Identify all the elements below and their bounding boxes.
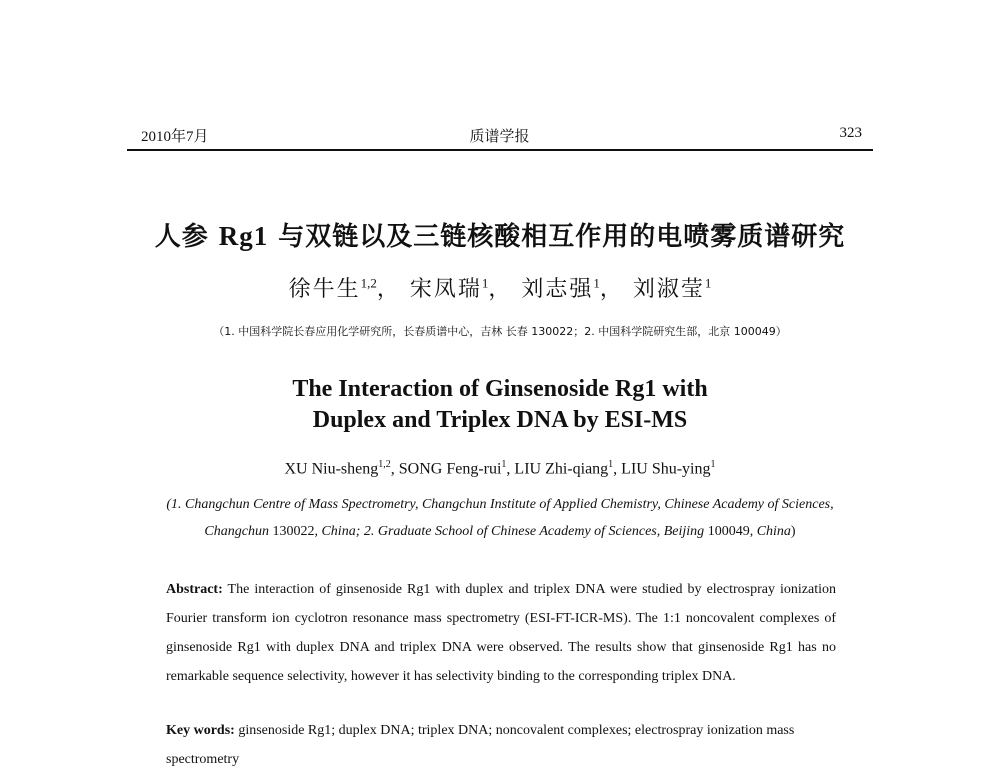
author-cn-affil: 1 [593, 275, 600, 291]
affil-postcode: 130022, [268, 524, 322, 539]
abstract [166, 575, 836, 691]
affil-part: China; 2. Graduate School of Chinese Academy of Sciences, Beijing [321, 524, 705, 539]
affil-close: ) [790, 524, 796, 539]
author-cn: 刘淑莹 [632, 277, 705, 302]
keywords [166, 716, 836, 774]
header-rule [127, 149, 873, 151]
english-affiliation [150, 491, 850, 545]
issue-date: 2010年7月 [141, 129, 209, 145]
chinese-title-prefix: 人参 [154, 222, 219, 252]
chinese-title-suffix: 与双链以及三链核酸相互作用的电喷雾质谱研究 [268, 222, 846, 252]
keywords-text: ginsenoside Rg1; duplex DNA; triplex DNA; noncovalent complexes; electrospray ionization mass spectrometry [166, 723, 795, 767]
chinese-authors: 徐牛生$^{1,2}$， 宋凤瑞$^1$， 刘志强$^1$， 刘淑莹$^1$ [288, 275, 712, 302]
affil-postcode: 100049, [704, 524, 757, 539]
keywords-label: Key words: [166, 723, 235, 738]
english-authors: XU Niu-sheng$^{1,2}$, SONG Feng-rui$^1$, LIU Zhi-qiang$^1$, LIU Shu-ying$^1$ [284, 459, 716, 478]
journal-name: 质谱学报 [469, 129, 530, 145]
author-cn-affil: 1 [704, 275, 712, 291]
author-en: LIU Shu-ying [621, 460, 711, 478]
chinese-affiliation: （1. 中国科学院长春应用化学研究所，长春质谱中心，吉林 长春 130022；2. 中国科学院研究生部，北京 100049） [213, 325, 787, 338]
running-header [127, 125, 872, 147]
author-cn-affil: 1 [481, 275, 489, 291]
abstract-text: The interaction of ginsenoside Rg1 with duplex and triplex DNA were studied by electrospray ionization Fourier transform ion cyclotron resonance mass spectrometry (ESI-FT-ICR-MS). The 1:1 noncovalent complexes of ginsenoside Rg1 with duplex DNA and triplex DNA were observed. The results show that ginsenoside Rg1 has no remarkable sequence selectivity, however it has selectivity binding to the corresponding triplex DNA. [166, 582, 837, 684]
author-cn: 刘志强 [521, 277, 594, 302]
author-en-affil: 1 [608, 459, 614, 470]
affil-country: China [756, 524, 791, 539]
author-cn-affil: 1,2 [360, 275, 377, 291]
page-number: 323 [839, 125, 862, 141]
chinese-title [0, 216, 1000, 253]
english-affiliation-line1: (1. Changchun Centre of Mass Spectrometry, Changchun Institute of Applied Chemistry, Chinese Academy of Sciences, [166, 497, 834, 512]
author-en-affil: 1,2 [378, 459, 391, 470]
english-title [0, 374, 1000, 436]
author-en: LIU Zhi-qiang [514, 460, 609, 478]
author-cn: 宋凤瑞 [409, 277, 482, 302]
author-en: SONG Feng-rui [398, 460, 502, 478]
english-title-line2: Duplex and Triplex DNA by ESI-MS [312, 407, 688, 433]
english-title-line1: The Interaction of Ginsenoside Rg1 with [292, 376, 708, 402]
english-affiliation-line2 [150, 518, 850, 545]
author-en-affil: 1 [710, 459, 716, 470]
chinese-title-latin: Rg1 [218, 221, 269, 251]
author-en-affil: 1 [501, 459, 507, 470]
author-cn: 徐牛生 [288, 277, 361, 302]
author-en: XU Niu-sheng [284, 460, 379, 478]
abstract-label: Abstract: [166, 582, 223, 597]
affil-city: Changchun [204, 524, 269, 539]
